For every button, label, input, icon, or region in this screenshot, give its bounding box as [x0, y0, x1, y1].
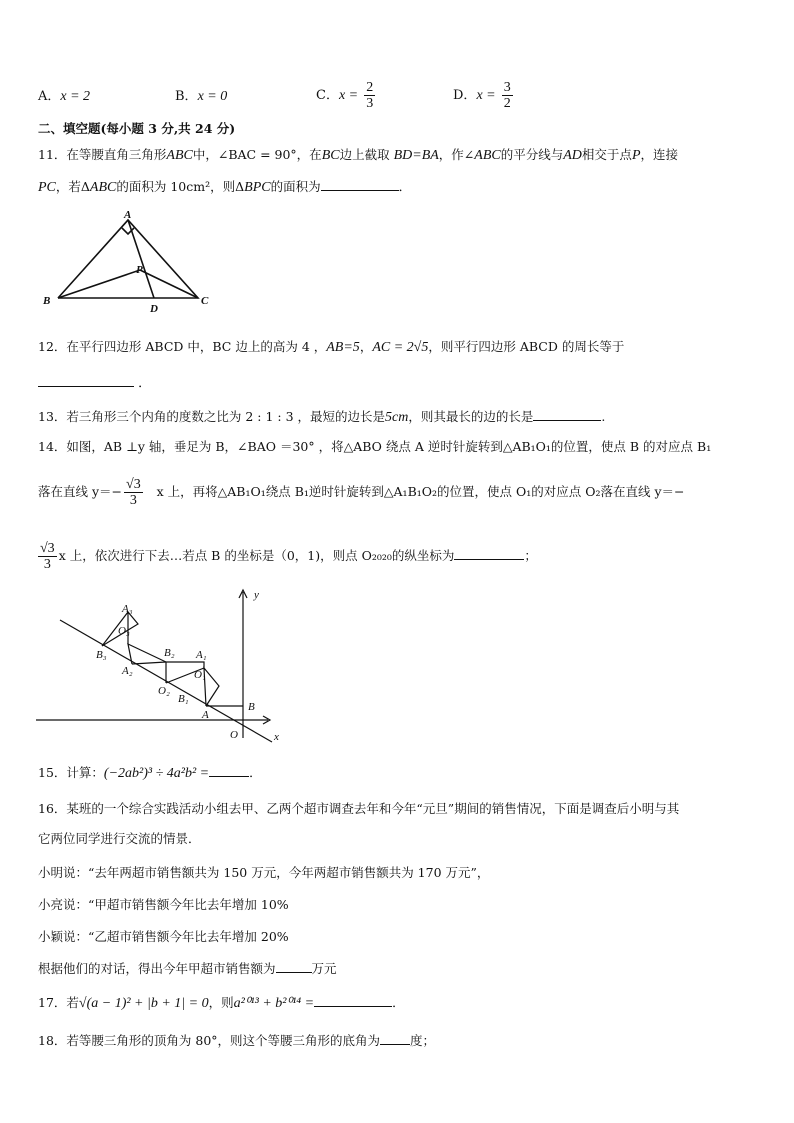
q16-answer-blank[interactable]: [276, 958, 312, 973]
label-y: y: [254, 589, 259, 601]
q14-line-3: $\frac{√3}{3}$ x 上，依次进行下去…若点 B 的坐标是（0，1)，则点 O₂₀₂₀的纵坐标为 ；: [40, 541, 537, 572]
q14-line-2: 落在直线 y＝− $\frac{√3}{3}$ x 上，再将△AB₁O₁绕点 B₁逆时针旋转到△A₁B₁O₂的位置，使点 O₁的对应点 O₂落在直线 y＝−: [38, 477, 685, 508]
triangle-ab1o1: [204, 668, 219, 706]
q14-line-1: 14．如图，AB ⊥y 轴，垂足为 B，∠BAO ＝30° ，将△ABO 绕点 A 逆时针旋转到△AB₁O₁的位置，使点 B 的对应点 B₁: [38, 439, 712, 454]
q11-answer-blank[interactable]: [321, 176, 399, 191]
label-o3: O₃: [118, 625, 130, 637]
label-p: P: [136, 264, 143, 276]
q14-answer-blank[interactable]: [454, 545, 524, 560]
label-a1: A₁: [196, 649, 207, 661]
label-o1: O₁: [194, 669, 206, 681]
section-title: 二、填空题(每小题 3 分,共 24 分): [38, 121, 236, 136]
q17-line: 17．若√(a − 1)² + |b + 1| = 0，则a²⁰¹³ + b²⁰¹⁴ = ．: [38, 992, 405, 1013]
q16-line-6: 根据他们的对话，得出今年甲超市销售额为 万元: [38, 958, 337, 978]
label-b1: B₁: [178, 693, 189, 705]
q13-line: 13．若三角形三个内角的度数之比为 2 : 1 : 3 ，最短的边长是5cm，则其最长的边的长是 .: [38, 406, 605, 427]
label-b2: B₂: [164, 647, 175, 659]
q18-line: 18．若等腰三角形的顶角为 80°，则这个等腰三角形的底角为 度；: [38, 1030, 435, 1050]
label-o2: O₂: [158, 685, 170, 697]
label-a: A: [202, 709, 209, 721]
label-a3: A₃: [122, 603, 133, 615]
label-b: B: [43, 295, 51, 307]
label-d: D: [150, 303, 158, 315]
q10-option-a: A．x = 2: [38, 89, 91, 104]
q16-line-2: 它两位同学进行交流的情景．: [38, 831, 201, 846]
q12-line-2: ．: [38, 372, 151, 393]
label-a: A: [124, 209, 132, 221]
label-x: x: [274, 731, 279, 743]
q18-answer-blank[interactable]: [380, 1030, 410, 1045]
q15-line: 15．计算：(−2ab²)³ ÷ 4a²b² = ．: [38, 762, 262, 783]
q16-line-5: 小颖说：“乙超市销售额今年比去年增加 20%: [38, 929, 289, 944]
label-o: O: [230, 729, 238, 741]
q10-option-b: B．x = 0: [175, 89, 228, 104]
q17-answer-blank[interactable]: [314, 992, 392, 1007]
q10-option-d: D．x = $\frac{3}{2}$: [453, 80, 511, 111]
q16-line-3: 小明说：“去年两超市销售额共为 150 万元，今年两超市销售额共为 170 万元”，: [38, 865, 490, 880]
q15-answer-blank[interactable]: [209, 762, 249, 777]
q16-line-1: 16．某班的一个综合实践活动小组去甲、乙两个超市调查去年和今年“元旦”期间的销售情况，下面是调查后小明与其: [38, 801, 680, 816]
label-b3: B₃: [96, 649, 107, 661]
q11-triangle-figure: [38, 208, 218, 318]
q13-answer-blank[interactable]: [533, 406, 601, 421]
q14-rotation-figure: [36, 588, 296, 746]
q10-option-c: C．x = $\frac{2}{3}$: [316, 80, 374, 111]
label-c: C: [201, 295, 209, 307]
q12-answer-blank[interactable]: [38, 372, 134, 387]
label-b: B: [248, 701, 255, 713]
segment-ad: [128, 220, 154, 298]
label-a2: A₂: [122, 665, 133, 677]
triangle-abc: [58, 220, 198, 298]
q11-line-1: 11．在等腰直角三角形ABC中，∠BAC = 90°，在BC边上截取 BD=BA，作∠ABC的平分线与AD相交于点P，连接: [38, 147, 679, 163]
q12-line-1: 12．在平行四边形 ABCD 中，BC 边上的高为 4 ，AB=5，AC = 2√5，则平行四边形 ABCD 的周长等于: [38, 339, 625, 355]
q11-line-2: PC，若ΔABC的面积为 10cm²，则ΔBPC的面积为 ．: [38, 176, 411, 197]
q16-line-4: 小亮说：“甲超市销售额今年比去年增加 10%: [38, 897, 289, 912]
triangle-a2-step: [128, 644, 166, 664]
